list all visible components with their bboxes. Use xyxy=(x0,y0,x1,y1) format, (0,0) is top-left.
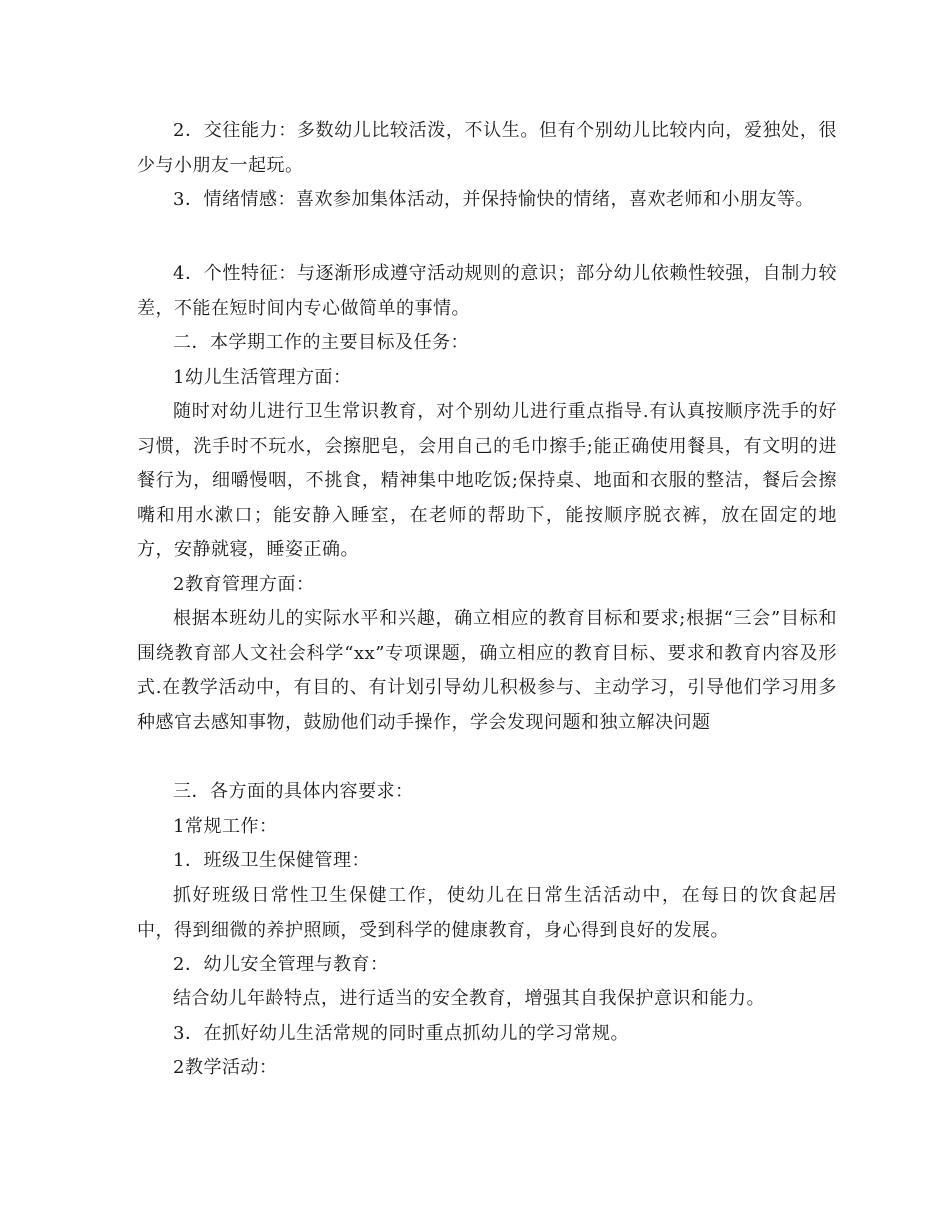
section-heading-requirements: 三．各方面的具体内容要求： xyxy=(173,781,414,802)
section-heading-goals: 二．本学期工作的主要目标及任务： xyxy=(173,332,469,353)
subheading-safety: 2．幼儿安全管理与教育： xyxy=(173,954,389,975)
subheading-life-management: 1幼儿生活管理方面： xyxy=(173,367,352,388)
paragraph-safety: 结合幼儿年龄特点，进行适当的安全教育，增强其自我保护意识和能力。 xyxy=(173,988,765,1009)
paragraph-communication-ability: 2．交往能力：多数幼儿比较活泼，不认生。但有个别幼儿比较内向，爱独处，很少与小朋友一起玩。 xyxy=(137,120,837,176)
subheading-teaching-activities: 2教学活动： xyxy=(173,1057,278,1078)
paragraph-education-goals: 根据本班幼儿的实际水平和兴趣，确立相应的教育目标和要求;根据“三会”目标和围绕教育部人文社会科学“xx”专项课题，确立相应的教育目标、要求和教育内容及形式.在教学活动中，有目的、有计划引导幼儿积极参与、主动学习，引导他们学习用多种感官去感知事物，鼓励他们动手操作，学会发现问题和独立解决问题 xyxy=(137,608,837,733)
subheading-health-care: 1．班级卫生保健管理： xyxy=(173,850,370,871)
paragraph-emotions: 3．情绪情感：喜欢参加集体活动，并保持愉快的情绪，喜欢老师和小朋友等。 xyxy=(173,189,814,210)
paragraph-learning-routine: 3．在抓好幼儿生活常规的同时重点抓幼儿的学习常规。 xyxy=(173,1023,629,1044)
paragraph-health-care: 抓好班级日常性卫生保健工作，使幼儿在日常生活活动中，在每日的饮食起居中，得到细微的养护照顾，受到科学的健康教育，身心得到良好的发展。 xyxy=(137,885,837,941)
paragraph-hygiene-education: 随时对幼儿进行卫生常识教育，对个别幼儿进行重点指导.有认真按顺序洗手的好习惯，洗手时不玩水，会擦肥皂，会用自己的毛巾擦手;能正确使用餐具，有文明的进餐行为，细嚼慢咽，不挑食，精神集中地吃饭;保持桌、地面和衣服的整洁，餐后会擦嘴和用水漱口；能安静入睡室，在老师的帮助下，能按顺序脱衣裤，放在固定的地方，安静就寝，睡姿正确。 xyxy=(137,401,837,560)
subheading-routine-work: 1常规工作： xyxy=(173,816,278,837)
paragraph-personality: 4．个性特征：与逐渐形成遵守活动规则的意识；部分幼儿依赖性较强，自制力较差，不能在短时间内专心做简单的事情。 xyxy=(137,263,837,319)
subheading-education-management: 2教育管理方面： xyxy=(173,574,315,595)
